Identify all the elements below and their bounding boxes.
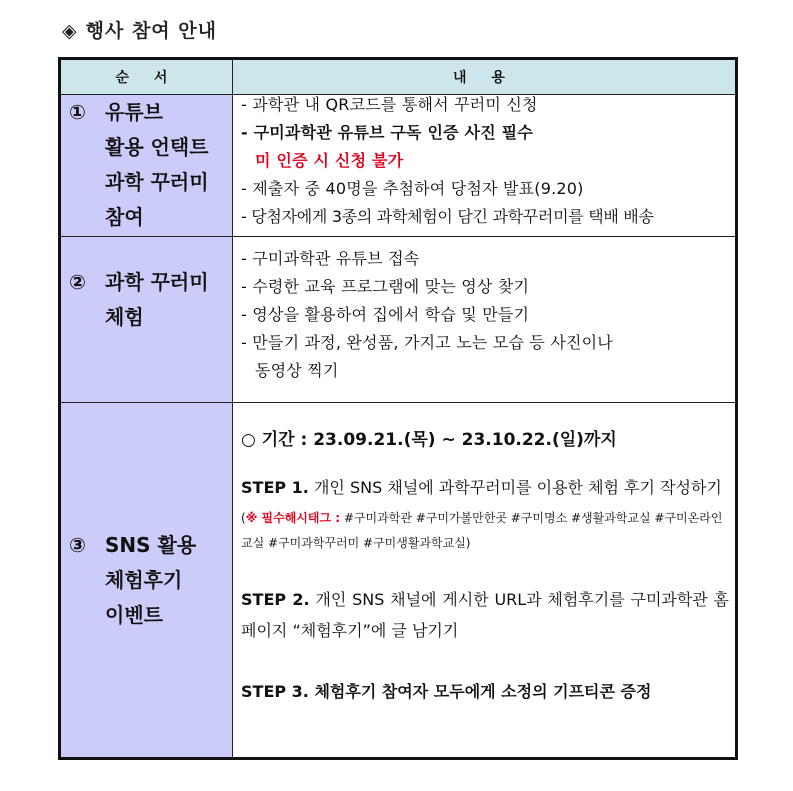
row3-label-line: 이벤트 (105, 602, 163, 627)
step-1-text: 개인 SNS 채널에 과학꾸러미를 이용한 체험 후기 작성하기 (313, 478, 722, 497)
row3-label (60, 403, 233, 759)
step-2-text: 개인 SNS 채널에 게시한 URL과 체험후기를 구미과학관 홈페이지 “체험후기”에 글 남기기 (241, 590, 730, 640)
header-content: 내 용 (233, 59, 737, 95)
list-item: 동영상 찍기 (255, 361, 339, 380)
event-period: ○ 기간 : 23.09.21.(목) ~ 23.10.22.(일)까지 (241, 430, 617, 450)
row1-number: ① (69, 100, 86, 124)
row3-label-line: SNS 활용 (105, 532, 197, 557)
list-item: - 과학관 내 QR코드를 통해서 꾸러미 신청 (241, 95, 538, 114)
row2-label (60, 237, 233, 403)
required-notice: 미 인증 시 신청 불가 (255, 151, 404, 170)
tags-open: ( (241, 511, 246, 525)
list-item: - 당첨자에게 3종의 과학체험이 담긴 과학꾸러미를 택배 배송 (241, 207, 654, 226)
list-item: - 영상을 활용하여 집에서 학습 및 만들기 (241, 305, 530, 324)
row3-label-line: 체험후기 (105, 567, 183, 592)
step-2 (241, 584, 729, 646)
row1-label (60, 95, 233, 237)
event-guide-table (58, 57, 738, 760)
row3-number: ③ (69, 532, 86, 557)
row3-content (233, 403, 737, 759)
step-3: STEP 3. 체험후기 참여자 모두에게 소정의 기프티콘 증정 (241, 682, 652, 701)
section-title: 행사 참여 안내 (85, 20, 217, 42)
step-1 (241, 472, 729, 503)
row1-label-line: 과학 꾸러미 (105, 170, 209, 194)
row1-content (233, 95, 737, 237)
row2-number: ② (69, 269, 86, 294)
table-row (60, 237, 737, 403)
list-item: - 수령한 교육 프로그램에 맞는 영상 찾기 (241, 277, 530, 296)
table-row (60, 95, 737, 237)
hashtag-list: #구미과학관 #구미가볼만한곳 #구미명소 #생활과학교실 #구미온라인교실 #구미과학꾸러미 #구미생활과학교실) (241, 511, 723, 550)
step-2-label: STEP 2. (241, 590, 310, 609)
row2-label-line: 체험 (105, 304, 144, 329)
required-hashtag-label: ※ 필수해시태그 : (245, 511, 341, 525)
list-item: - 제출자 중 40명을 추첨하여 당첨자 발표(9.20) (241, 179, 584, 198)
diamond-bullet-icon: ◈ (62, 20, 78, 42)
step-1-label: STEP 1. (241, 478, 309, 497)
hashtag-note (241, 506, 729, 556)
row1-label-line: 활용 언택트 (105, 135, 209, 159)
table-header-row (60, 59, 737, 95)
row2-content (233, 237, 737, 403)
list-item: - 구미과학관 유튜브 접속 (241, 249, 420, 268)
row1-label-line: 참여 (105, 205, 144, 229)
row2-label-line: 과학 꾸러미 (105, 269, 209, 294)
header-order: 순 서 (60, 59, 233, 95)
list-item: - 구미과학관 유튜브 구독 인증 사진 필수 (241, 123, 533, 142)
section-heading (62, 16, 217, 43)
table-row (60, 403, 737, 759)
row1-label-line: 유튜브 (105, 100, 163, 124)
list-item: - 만들기 과정, 완성품, 가지고 노는 모습 등 사진이나 (241, 333, 613, 352)
